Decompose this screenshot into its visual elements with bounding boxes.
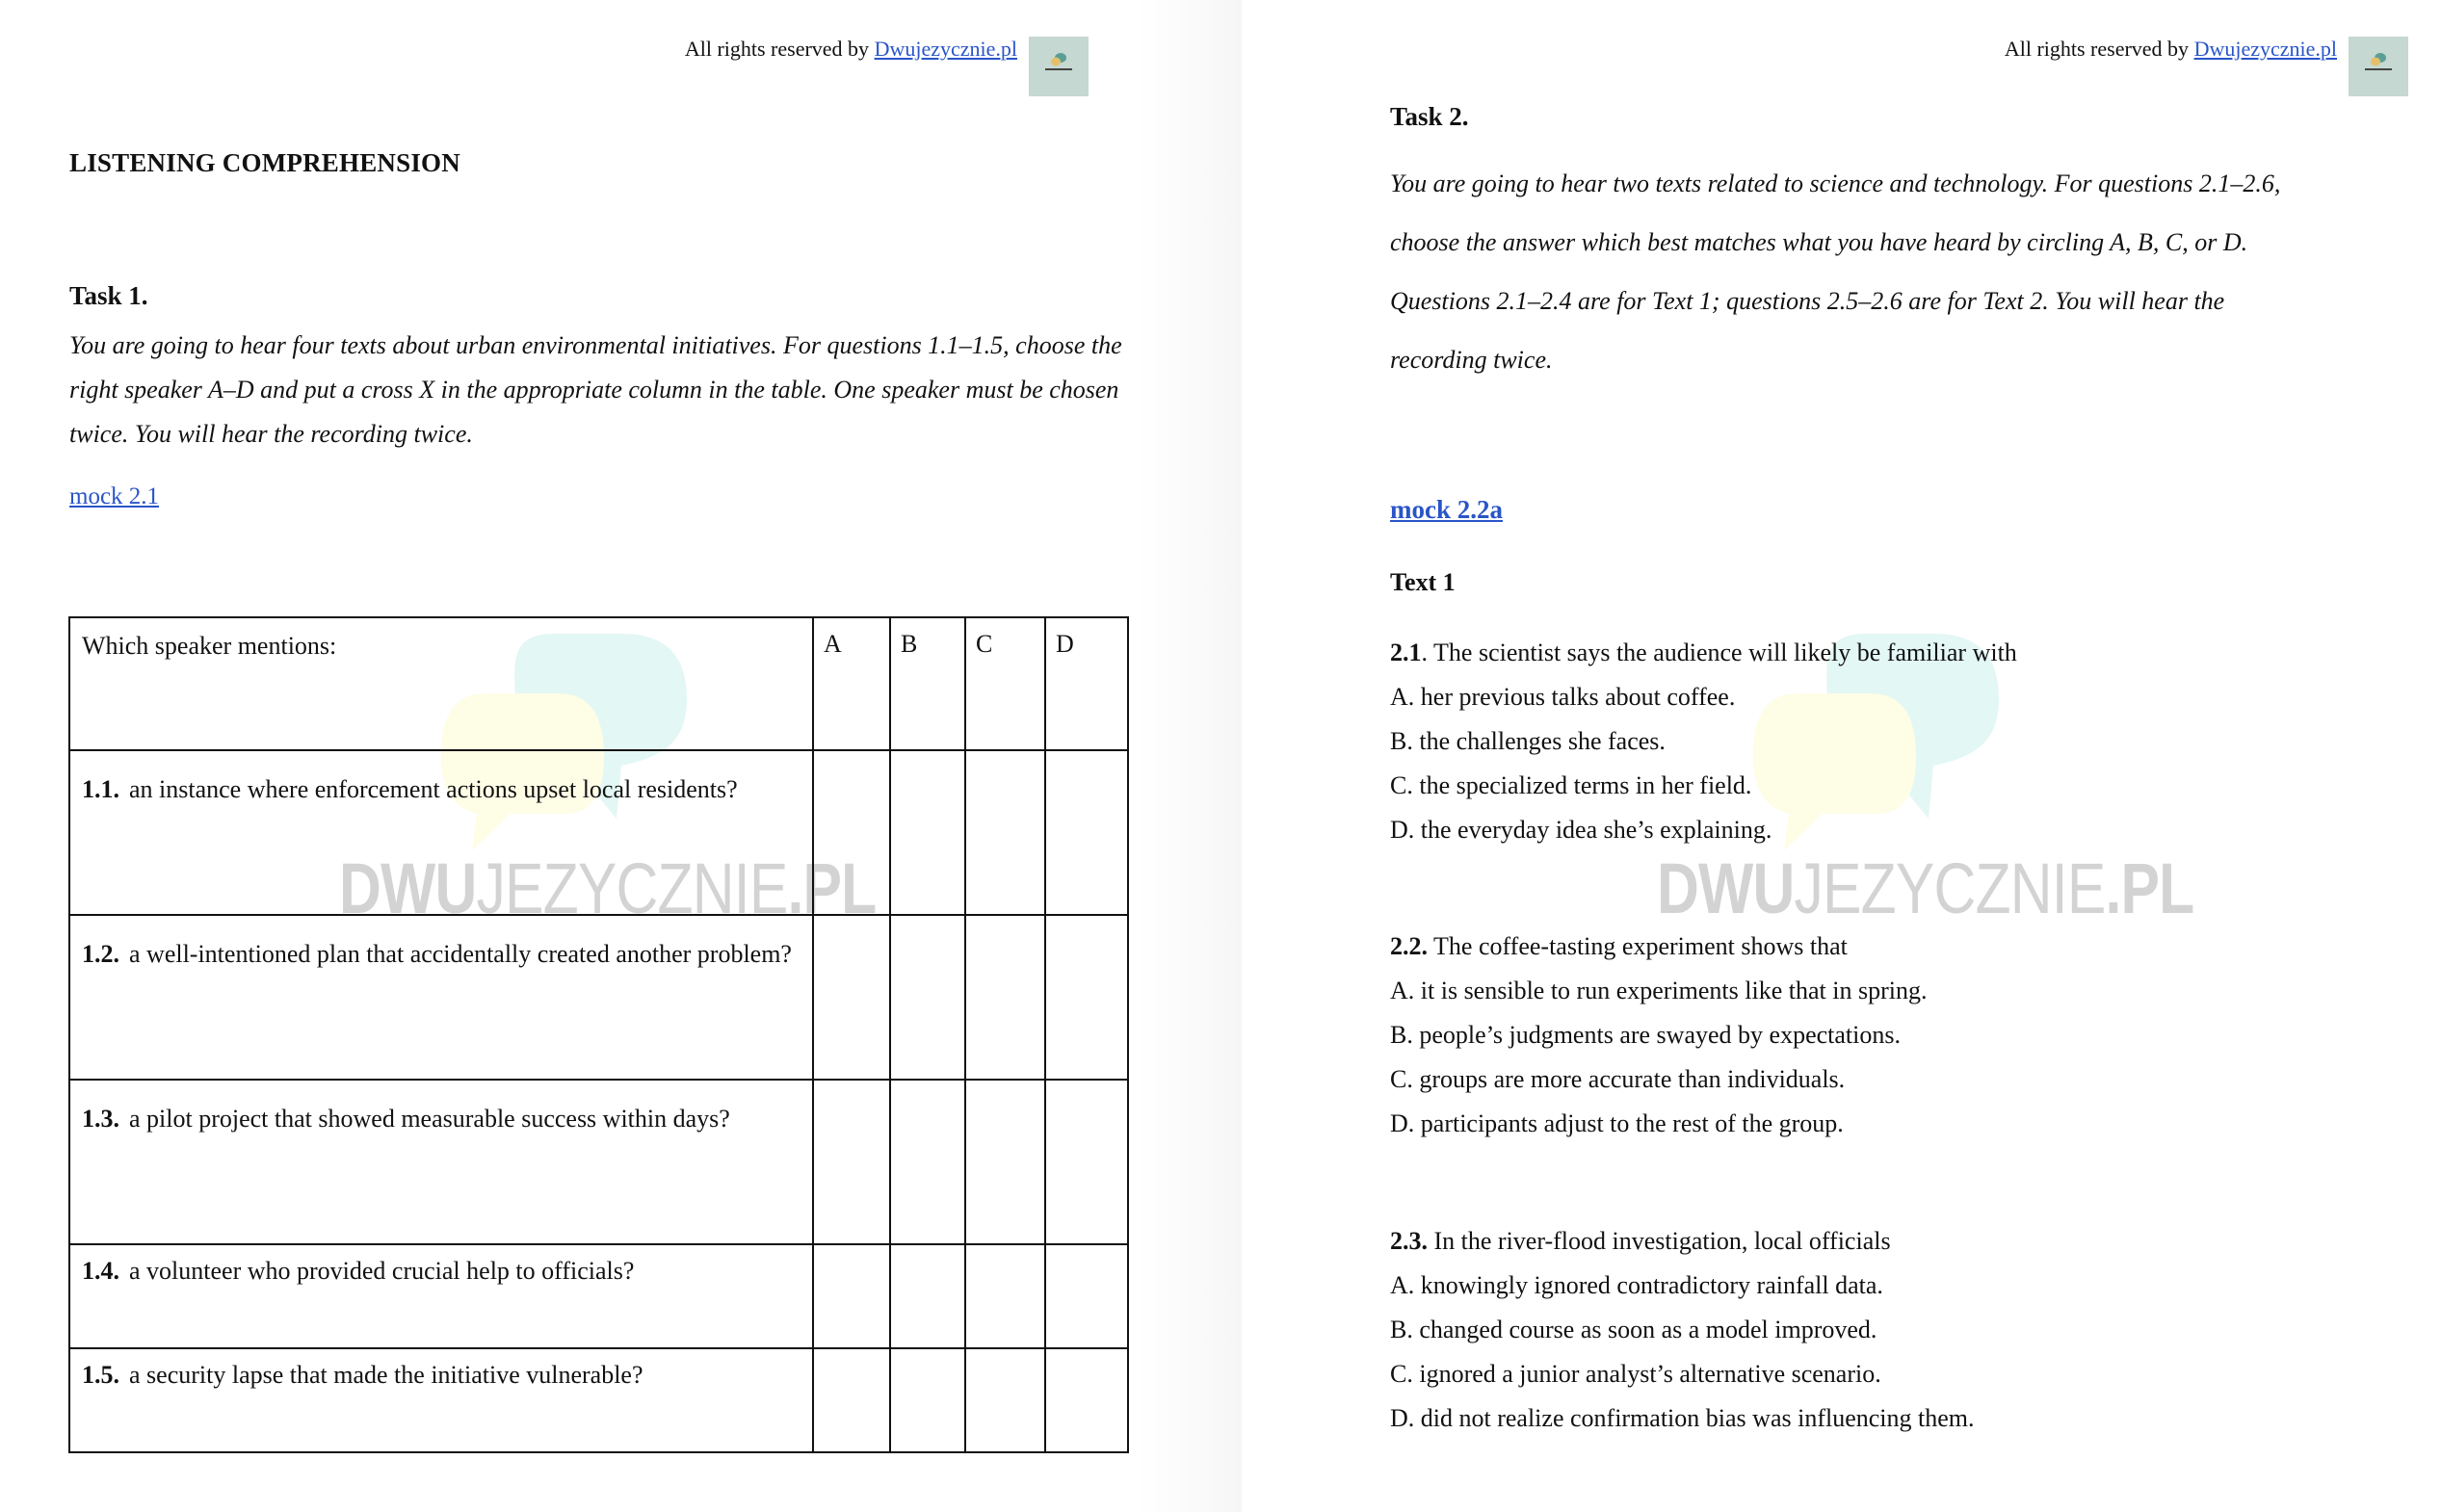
- question-stem-text: In the river-flood investigation, local officials: [1428, 1227, 1891, 1255]
- option-d[interactable]: D. participants adjust to the rest of the group.: [1390, 1109, 1844, 1137]
- question-2-1: [1390, 631, 2017, 852]
- answer-cell-a[interactable]: [813, 1348, 890, 1452]
- task-1-title: Task 1.: [69, 281, 148, 310]
- column-b-header: B: [890, 617, 965, 750]
- question-number: 2.3.: [1390, 1227, 1428, 1255]
- answer-cell-b[interactable]: [890, 1244, 965, 1348]
- question-text: a well-intentioned plan that accidentally created another problem?: [129, 940, 792, 968]
- option-c[interactable]: C. ignored a junior analyst’s alternative scenario.: [1390, 1360, 1881, 1388]
- option-a[interactable]: A. knowingly ignored contradictory rainfall data.: [1390, 1271, 1883, 1299]
- copyright-header-row: [2005, 37, 2408, 96]
- task-2-instructions: [1390, 154, 2280, 389]
- question-text: a pilot project that showed measurable success within days?: [129, 1105, 730, 1133]
- speech-bubbles-logo-icon: [2349, 37, 2408, 96]
- question-cell: [69, 750, 813, 915]
- question-stem-text: The coffee-tasting experiment shows that: [1428, 932, 1848, 960]
- option-d[interactable]: D. did not realize confirmation bias was influencing them.: [1390, 1404, 1975, 1432]
- option-c[interactable]: C. groups are more accurate than individuals.: [1390, 1065, 1846, 1093]
- question-stem: [1390, 1219, 1975, 1264]
- question-stem: [1390, 925, 1927, 969]
- question-text: a security lapse that made the initiative vulnerable?: [129, 1361, 643, 1389]
- watermark-suffix: .PL: [787, 848, 877, 928]
- question-2-2: [1390, 925, 1927, 1146]
- question-2-3: [1390, 1219, 1975, 1441]
- speech-bubbles-logo-icon: [1029, 37, 1089, 96]
- question-text: a volunteer who provided crucial help to officials?: [129, 1257, 635, 1285]
- question-number: 1.3.: [82, 1105, 119, 1133]
- answer-cell-d[interactable]: [1045, 1348, 1128, 1452]
- answer-cell-a[interactable]: [813, 1080, 890, 1244]
- copyright-header-row: [685, 37, 1089, 96]
- table-row: [69, 1080, 1128, 1244]
- answer-cell-d[interactable]: [1045, 1244, 1128, 1348]
- answer-cell-a[interactable]: [813, 1244, 890, 1348]
- answer-cell-d[interactable]: [1045, 1080, 1128, 1244]
- text-1-heading: Text 1: [1390, 568, 1456, 596]
- site-logo: [2349, 37, 2408, 96]
- table-row: [69, 750, 1128, 915]
- question-stem-text: . The scientist says the audience will likely be familiar with: [1421, 639, 2017, 666]
- question-cell: [69, 915, 813, 1080]
- task-1-instructions: You are going to hear four texts about urban environmental initiatives. For questions 1.1–1.5, choose the right speaker A–D and put a cross X in the appropriate column in the table. One speaker must be chosen twice. You will hear the recording twice.: [69, 331, 1122, 448]
- question-number: 1.4.: [82, 1257, 119, 1285]
- option-c[interactable]: C. the specialized terms in her field.: [1390, 771, 1752, 799]
- answer-cell-b[interactable]: [890, 1080, 965, 1244]
- watermark-suffix: .PL: [2105, 848, 2194, 928]
- answer-cell-c[interactable]: [965, 750, 1045, 915]
- answer-cell-c[interactable]: [965, 915, 1045, 1080]
- option-b[interactable]: B. the challenges she faces.: [1390, 727, 1666, 755]
- answer-cell-c[interactable]: [965, 1348, 1045, 1452]
- question-number: 1.2.: [82, 940, 119, 968]
- answer-cell-a[interactable]: [813, 915, 890, 1080]
- page-right: [1242, 0, 2441, 1512]
- answer-cell-b[interactable]: [890, 915, 965, 1080]
- dwujezycznie-link[interactable]: Dwujezycznie.pl: [874, 37, 1017, 61]
- column-a-header: A: [813, 617, 890, 750]
- answer-cell-d[interactable]: [1045, 915, 1128, 1080]
- instruction-line: recording twice.: [1390, 346, 1553, 374]
- answer-cell-b[interactable]: [890, 750, 965, 915]
- question-number: 1.5.: [82, 1361, 119, 1389]
- watermark-bold: DWU: [339, 848, 477, 928]
- answer-cell-b[interactable]: [890, 1348, 965, 1452]
- question-cell: [69, 1080, 813, 1244]
- column-d-header: D: [1045, 617, 1128, 750]
- answer-cell-d[interactable]: [1045, 750, 1128, 915]
- question-number: 2.2.: [1390, 932, 1428, 960]
- question-text: an instance where enforcement actions upset local residents?: [129, 775, 738, 803]
- question-number: 2.1: [1390, 639, 1422, 666]
- instruction-line: Questions 2.1–2.4 are for Text 1; questions 2.5–2.6 are for Text 2. You will hear the: [1390, 287, 2225, 315]
- dwujezycznie-link[interactable]: Dwujezycznie.pl: [2193, 37, 2337, 61]
- audio-link-mock-2-2a[interactable]: mock 2.2a: [1390, 495, 1503, 524]
- site-logo: [1029, 37, 1089, 96]
- speaker-matching-table: [68, 616, 1129, 1453]
- table-header-row: [69, 617, 1128, 750]
- copyright-header: [685, 37, 1017, 62]
- watermark-text: [1657, 848, 2194, 928]
- question-cell: [69, 1244, 813, 1348]
- option-b[interactable]: B. changed course as soon as a model improved.: [1390, 1316, 1877, 1343]
- question-stem: [1390, 631, 2017, 675]
- table-row: [69, 1348, 1128, 1452]
- instruction-line: choose the answer which best matches what you have heard by circling A, B, C, or D.: [1390, 228, 2248, 256]
- rights-text: All rights reserved by: [2004, 37, 2190, 61]
- instruction-line: You are going to hear two texts related to science and technology. For questions 2.1–2.6,: [1390, 169, 2281, 197]
- section-title: LISTENING COMPREHENSION: [69, 148, 460, 177]
- question-number: 1.1.: [82, 775, 119, 803]
- option-b[interactable]: B. people’s judgments are swayed by expectations.: [1390, 1021, 1901, 1049]
- answer-cell-a[interactable]: [813, 750, 890, 915]
- watermark-light: JEZYCZNIE: [476, 848, 788, 928]
- table-row: [69, 915, 1128, 1080]
- task-2-title: Task 2.: [1390, 102, 1469, 131]
- question-cell: [69, 1348, 813, 1452]
- copyright-header: [2005, 37, 2337, 62]
- option-a[interactable]: A. her previous talks about coffee.: [1390, 683, 1736, 711]
- table-row: [69, 1244, 1128, 1348]
- option-a[interactable]: A. it is sensible to run experiments like that in spring.: [1390, 977, 1928, 1004]
- watermark-bold: DWU: [1657, 848, 1795, 928]
- option-d[interactable]: D. the everyday idea she’s explaining.: [1390, 816, 1772, 844]
- table-header-question: Which speaker mentions:: [69, 617, 813, 750]
- rights-text: All rights reserved by: [684, 37, 870, 61]
- watermark-light: JEZYCZNIE: [1794, 848, 2106, 928]
- column-c-header: C: [965, 617, 1045, 750]
- answer-cell-c[interactable]: [965, 1244, 1045, 1348]
- audio-link-mock-2-1[interactable]: mock 2.1: [69, 483, 160, 509]
- answer-cell-c[interactable]: [965, 1080, 1045, 1244]
